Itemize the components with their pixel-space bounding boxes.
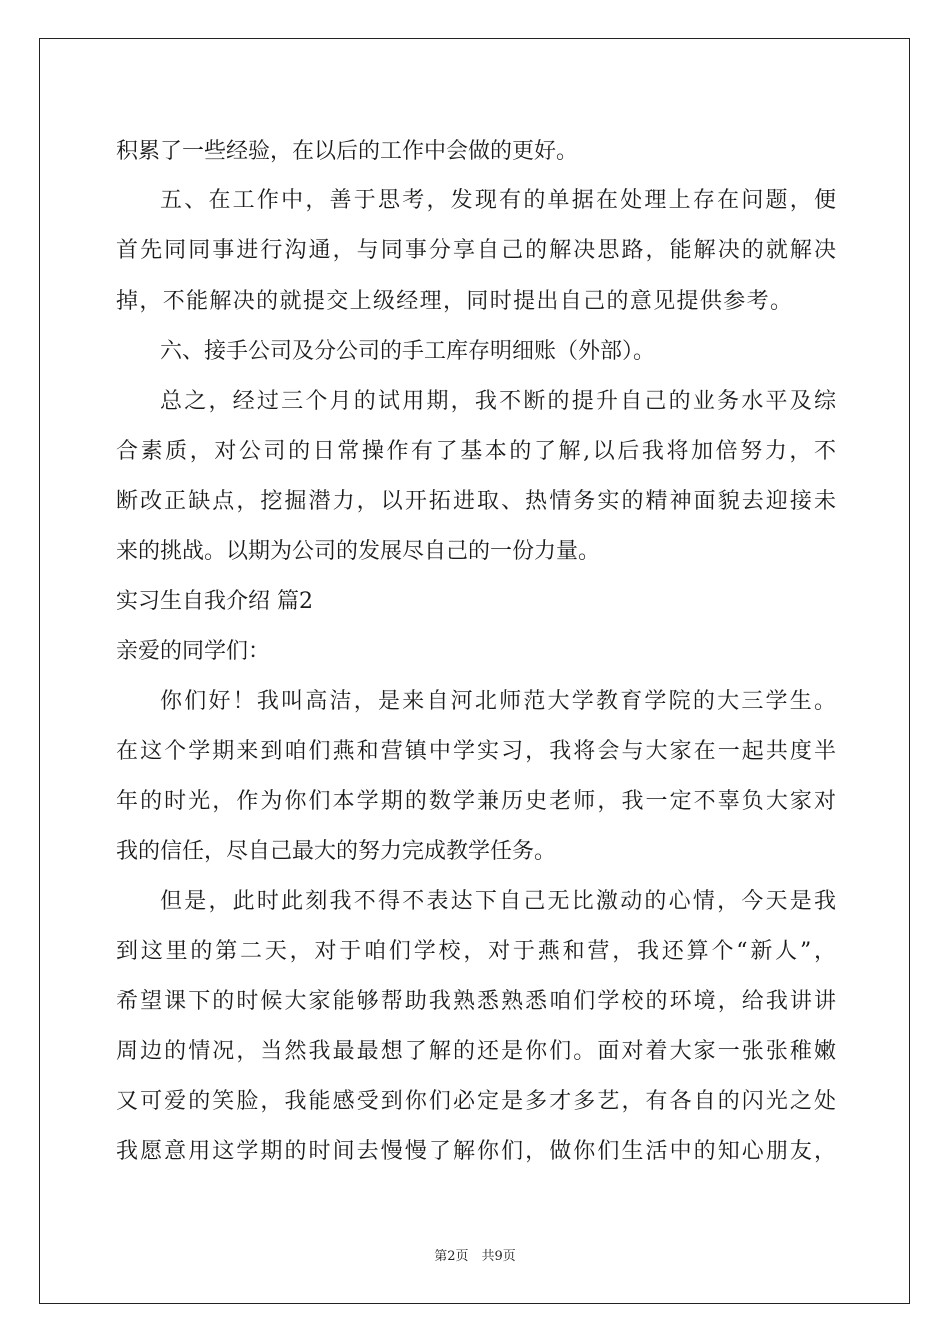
text-line: 周边的情况，当然我最最想了解的还是你们。面对着大家一张张稚嫩 xyxy=(116,1039,836,1064)
text-line: 我的信任，尽自己最大的努力完成教学任务。 xyxy=(116,839,557,864)
text-line: 在这个学期来到咱们燕和营镇中学实习，我将会与大家在一起共度半 xyxy=(116,739,836,764)
text-line: 五、在工作中，善于思考，发现有的单据在处理上存在问题，便 xyxy=(160,188,836,213)
text-line: 你们好！我叫高洁，是来自河北师范大学教育学院的大三学生。 xyxy=(160,689,836,714)
section-heading: 实习生自我介绍 篇2 xyxy=(116,589,313,614)
text-line: 又可爱的笑脸，我能感受到你们必定是多才多艺，有各自的闪光之处 xyxy=(116,1089,836,1114)
text-line: 断改正缺点，挖掘潜力，以开拓进取、热情务实的精神面貌去迎接未 xyxy=(116,489,836,514)
text-line: 希望课下的时候大家能够帮助我熟悉熟悉咱们学校的环境，给我讲讲 xyxy=(116,989,836,1014)
text-line: 合素质，对公司的日常操作有了基本的了解,以后我将加倍努力，不 xyxy=(116,439,836,464)
text-line: 到这里的第二天，对于咱们学校，对于燕和营，我还算个“新人”， xyxy=(116,939,836,964)
salutation: 亲爱的同学们： xyxy=(116,639,271,664)
text-line: 我愿意用这学期的时间去慢慢了解你们，做你们生活中的知心朋友， xyxy=(116,1139,836,1164)
text-line: 积累了一些经验，在以后的工作中会做的更好。 xyxy=(116,139,579,164)
text-line: 掉，不能解决的就提交上级经理，同时提出自己的意见提供参考。 xyxy=(116,289,792,314)
page-footer: 第2页 共9页 xyxy=(434,1249,516,1264)
text-line: 六、接手公司及分公司的手工库存明细账（外部）。 xyxy=(160,339,656,364)
text-line: 首先同同事进行沟通，与同事分享自己的解决思路，能解决的就解决 xyxy=(116,238,836,263)
text-line: 年的时光，作为你们本学期的数学兼历史老师，我一定不辜负大家对 xyxy=(116,789,836,814)
text-line: 但是，此时此刻我不得不表达下自己无比激动的心情，今天是我 xyxy=(160,889,836,914)
text-line: 来的挑战。以期为公司的发展尽自己的一份力量。 xyxy=(116,539,601,564)
text-line: 总之，经过三个月的试用期，我不断的提升自己的业务水平及综 xyxy=(160,389,836,414)
